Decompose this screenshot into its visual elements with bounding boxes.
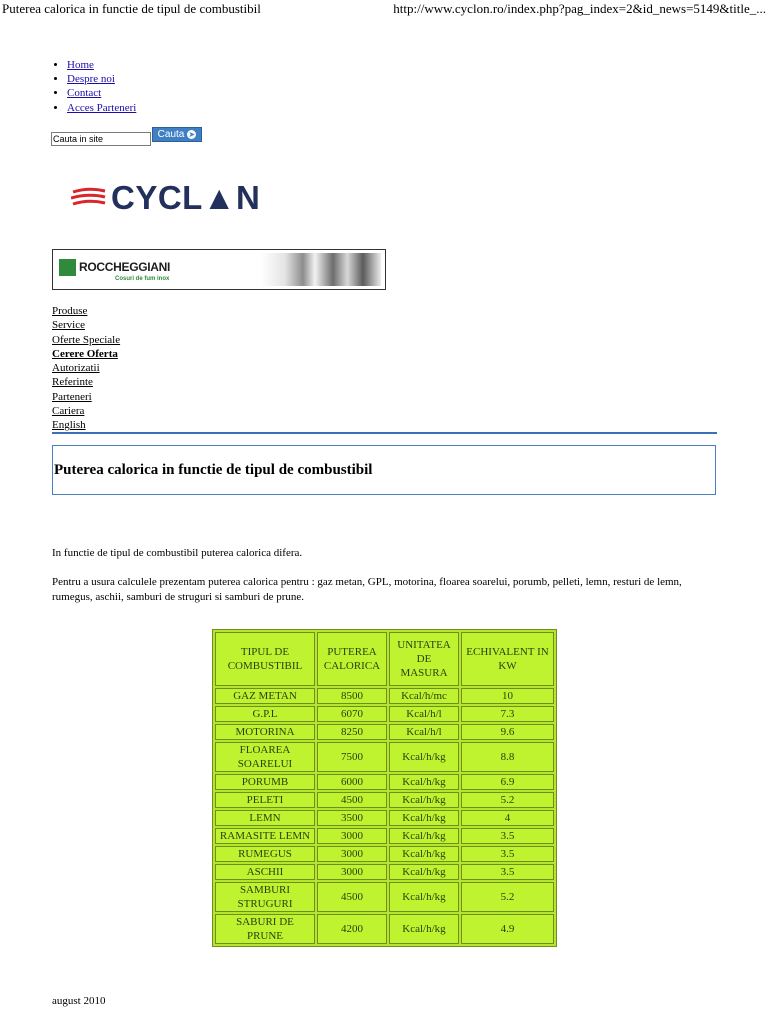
main-nav-parteneri-link[interactable]: Parteneri bbox=[52, 390, 92, 403]
cell-fuel: LEMN bbox=[215, 810, 315, 826]
cell-unit: Kcal/h/l bbox=[389, 706, 459, 722]
table-row bbox=[215, 810, 554, 826]
page-header-url: http://www.cyclon.ro/index.php?pag_index=2&id_news=5149&title_... bbox=[393, 1, 766, 16]
cell-unit: Kcal/h/kg bbox=[389, 882, 459, 912]
cell-kw: 4.9 bbox=[461, 914, 554, 944]
cell-power: 8250 bbox=[317, 724, 387, 740]
cell-unit: Kcal/h/kg bbox=[389, 792, 459, 808]
cell-kw: 3.5 bbox=[461, 846, 554, 862]
header-unit: UNITATEA DE MASURA bbox=[389, 632, 459, 686]
article-title: Puterea calorica in functie de tipul de combustibil bbox=[54, 462, 373, 478]
header-kw-equivalent: ECHIVALENT IN KW bbox=[461, 632, 554, 686]
table-row bbox=[215, 774, 554, 790]
cyclon-logo[interactable] bbox=[71, 178, 260, 218]
main-nav bbox=[52, 304, 120, 433]
cell-power: 4200 bbox=[317, 914, 387, 944]
cell-fuel: RAMASITE LEMN bbox=[215, 828, 315, 844]
cell-unit: Kcal/h/kg bbox=[389, 810, 459, 826]
cell-unit: Kcal/h/kg bbox=[389, 914, 459, 944]
main-nav-item bbox=[52, 347, 120, 361]
cell-power: 3000 bbox=[317, 846, 387, 862]
top-nav-partners-link[interactable]: Acces Parteneri bbox=[67, 101, 137, 114]
main-nav-cariera-link[interactable]: Cariera bbox=[52, 405, 85, 418]
search-input[interactable]: Cauta in site bbox=[51, 132, 151, 146]
cell-kw: 5.2 bbox=[461, 882, 554, 912]
go-arrow-icon: ➤ bbox=[188, 130, 196, 139]
cell-power: 7500 bbox=[317, 742, 387, 772]
cell-power: 6000 bbox=[317, 774, 387, 790]
cell-fuel: PORUMB bbox=[215, 774, 315, 790]
cell-unit: Kcal/h/l bbox=[389, 724, 459, 740]
calorific-table bbox=[212, 629, 557, 947]
article-title-box bbox=[52, 445, 716, 495]
table-row bbox=[215, 724, 554, 740]
main-nav-referinte-link[interactable]: Referinte bbox=[52, 376, 93, 389]
cell-power: 3000 bbox=[317, 864, 387, 880]
header-fuel-type: TIPUL DE COMBUSTIBIL bbox=[215, 632, 315, 686]
cell-kw: 9.6 bbox=[461, 724, 554, 740]
top-nav-item bbox=[67, 72, 136, 86]
cell-kw: 3.5 bbox=[461, 864, 554, 880]
main-nav-english-link[interactable]: English bbox=[52, 419, 86, 432]
cell-kw: 3.5 bbox=[461, 828, 554, 844]
main-nav-item bbox=[52, 375, 120, 389]
cell-fuel: FLOAREA SOARELUI bbox=[215, 742, 315, 772]
top-nav-contact-link[interactable]: Contact bbox=[67, 87, 102, 100]
top-nav-about-link[interactable]: Despre noi bbox=[67, 73, 115, 86]
cell-power: 3000 bbox=[317, 828, 387, 844]
table-row bbox=[215, 706, 554, 722]
table-row bbox=[215, 846, 554, 862]
footer-date: august 2010 bbox=[52, 995, 106, 1007]
main-nav-item bbox=[52, 333, 120, 347]
cell-kw: 5.2 bbox=[461, 792, 554, 808]
cell-fuel: GAZ METAN bbox=[215, 688, 315, 704]
chimney-pipes-image bbox=[261, 253, 381, 286]
search-button[interactable] bbox=[152, 127, 202, 142]
section-divider bbox=[52, 432, 717, 434]
wind-swoosh-icon bbox=[71, 187, 107, 209]
main-nav-item bbox=[52, 390, 120, 404]
cell-unit: Kcal/h/kg bbox=[389, 846, 459, 862]
cell-fuel: MOTORINA bbox=[215, 724, 315, 740]
main-nav-item bbox=[52, 418, 120, 432]
cell-power: 4500 bbox=[317, 792, 387, 808]
article-body: Pentru a usura calculele prezentam puterea calorica pentru : gaz metan, GPL, motorina, floarea soarelui, porumb, pelleti, lemn, resturi de lemn, rumegus, aschii, samburi de struguri si samburi de prune. bbox=[52, 576, 682, 603]
cell-fuel: PELETI bbox=[215, 792, 315, 808]
main-nav-item bbox=[52, 318, 120, 332]
table-row bbox=[215, 914, 554, 944]
page-header-title: Puterea calorica in functie de tipul de combustibil bbox=[2, 1, 261, 16]
cell-kw: 6.9 bbox=[461, 774, 554, 790]
top-nav bbox=[51, 58, 136, 115]
roccheggiani-banner[interactable] bbox=[52, 249, 386, 290]
main-nav-cerere-link[interactable]: Cerere Oferta bbox=[52, 347, 118, 360]
cell-fuel: SABURI DE PRUNE bbox=[215, 914, 315, 944]
table-row bbox=[215, 882, 554, 912]
cell-unit: Kcal/h/kg bbox=[389, 774, 459, 790]
main-nav-produse-link[interactable]: Produse bbox=[52, 305, 88, 317]
table-row bbox=[215, 864, 554, 880]
leaf-logo-icon bbox=[59, 259, 76, 276]
cell-kw: 7.3 bbox=[461, 706, 554, 722]
banner-tagline: Cosuri de fum inox bbox=[115, 276, 170, 282]
cell-fuel: ASCHII bbox=[215, 864, 315, 880]
cell-unit: Kcal/h/kg bbox=[389, 742, 459, 772]
cell-fuel: RUMEGUS bbox=[215, 846, 315, 862]
main-nav-oferte-link[interactable]: Oferte Speciale bbox=[52, 333, 121, 346]
cell-kw: 10 bbox=[461, 688, 554, 704]
main-nav-service-link[interactable]: Service bbox=[52, 319, 85, 332]
banner-brand: ROCCHEGGIANI bbox=[79, 260, 171, 274]
search-button-label: Cauta bbox=[157, 129, 185, 140]
table-row bbox=[215, 828, 554, 844]
main-nav-autorizatii-link[interactable]: Autorizatii bbox=[52, 362, 100, 375]
main-nav-item bbox=[52, 361, 120, 375]
top-nav-home-link[interactable]: Home bbox=[67, 59, 94, 71]
logo-wordmark: CYCL▲N bbox=[111, 179, 261, 216]
main-nav-item bbox=[52, 304, 120, 318]
cell-power: 3500 bbox=[317, 810, 387, 826]
top-nav-item bbox=[67, 86, 136, 100]
table-row bbox=[215, 688, 554, 704]
cell-power: 8500 bbox=[317, 688, 387, 704]
cell-fuel: SAMBURI STRUGURI bbox=[215, 882, 315, 912]
cell-unit: Kcal/h/kg bbox=[389, 828, 459, 844]
table-row bbox=[215, 742, 554, 772]
table-header-row bbox=[215, 632, 554, 686]
cell-power: 6070 bbox=[317, 706, 387, 722]
cell-unit: Kcal/h/mc bbox=[389, 688, 459, 704]
header-calorific-power: PUTEREA CALORICA bbox=[317, 632, 387, 686]
cell-kw: 8.8 bbox=[461, 742, 554, 772]
cell-kw: 4 bbox=[461, 810, 554, 826]
cell-unit: Kcal/h/kg bbox=[389, 864, 459, 880]
article-intro: In functie de tipul de combustibil puterea calorica difera. bbox=[52, 547, 303, 559]
top-nav-item bbox=[67, 58, 136, 72]
table-row bbox=[215, 792, 554, 808]
cell-power: 4500 bbox=[317, 882, 387, 912]
cell-fuel: G.P.L bbox=[215, 706, 315, 722]
top-nav-item bbox=[67, 101, 136, 115]
main-nav-item bbox=[52, 404, 120, 418]
